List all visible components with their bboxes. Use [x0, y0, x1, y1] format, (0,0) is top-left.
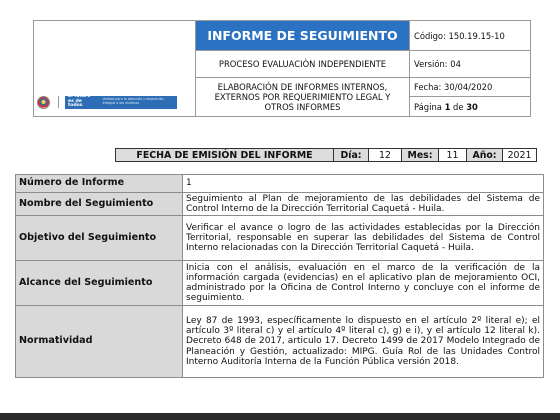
row-label: Normatividad	[16, 306, 183, 378]
document-date: Fecha: 30/04/2020	[410, 78, 530, 97]
document-header	[33, 20, 531, 117]
page-indicator	[410, 97, 530, 116]
row-label: Alcance del Seguimiento	[16, 261, 183, 306]
row-label: Número de Informe	[16, 175, 183, 193]
row-label: Nombre del Seguimiento	[16, 193, 183, 216]
logo-divider	[58, 96, 59, 108]
day-value: 12	[369, 149, 402, 161]
table-row	[16, 175, 544, 193]
year-label: Año:	[467, 149, 503, 161]
document-code: Código: 150.19.15-10	[410, 21, 530, 51]
row-label: Objetivo del Seguimiento	[16, 216, 183, 261]
table-row	[16, 261, 544, 306]
year-value: 2021	[503, 149, 536, 161]
procedure-description: ELABORACIÓN DE INFORMES INTERNOS, EXTERNOS POR REQUERIMIENTO LEGAL Y OTROS INFORMES	[196, 78, 410, 116]
coat-of-arms-icon	[37, 96, 50, 109]
logo-entity-text: Unidad para la atención y reparación integral a las víctimas	[102, 97, 164, 105]
document-version: Versión: 04	[410, 51, 530, 78]
page-current: 1	[444, 101, 451, 112]
bottom-bar	[0, 413, 560, 420]
row-value: 1	[183, 175, 544, 193]
row-value: Seguimiento al Plan de mejoramiento de las debilidades del Sistema de Control Interno de la Dirección Territorial Caquetá - Huila.	[183, 193, 544, 216]
table-row	[16, 306, 544, 378]
month-label: Mes:	[402, 149, 439, 161]
logo-brand-text: El futuro es de todos	[68, 93, 91, 109]
row-value: Ley 87 de 1993, específicamente lo dispuesto en el artículo 2º literal e); el artículo 3º literal c) y el artículo 4º literal c), g) e i), y el artículo 12 literal k). Decreto 648 de 2017, articulo 17. Decreto 1499 de 2017 Modelo Integrado de Planeación y Gestión, actualizado: MIPG. Guía Rol de las Unidades Control Interno Auditoría Interna de la Función Pública versión 2018.	[183, 306, 544, 378]
day-label: Día:	[334, 149, 369, 161]
page-total: 30	[466, 101, 478, 112]
month-value: 11	[439, 149, 467, 161]
process-name: PROCESO EVALUACIÒN INDEPENDIENTE	[196, 51, 410, 78]
row-value: Verificar el avance o logro de las actividades establecidas por la Dirección Territorial, responsable en superar las debilidades del Sistema de Control Interno relacionadas con la Dirección Territorial Caquetá - Huila.	[183, 216, 544, 261]
entity-logo	[37, 95, 177, 109]
table-row	[16, 216, 544, 261]
row-value: Inicia con el análisis, evaluación en el marco de la verificación de la información cargada (evidencias) en el aplicativo plan de mejoramiento OCI, administrado por la Oficina de Control Interno y concluye con el informe de seguimiento.	[183, 261, 544, 306]
logo-band	[65, 93, 177, 109]
page-mid: de	[450, 101, 467, 112]
logo-cell	[34, 21, 196, 116]
table-row	[16, 193, 544, 216]
page-prefix: Página	[414, 101, 445, 112]
emission-date-bar	[115, 148, 537, 162]
report-title: INFORME DE SEGUIMIENTO	[196, 21, 410, 51]
report-info-table	[15, 174, 544, 378]
emission-label: FECHA DE EMISIÓN DEL INFORME	[116, 149, 334, 161]
